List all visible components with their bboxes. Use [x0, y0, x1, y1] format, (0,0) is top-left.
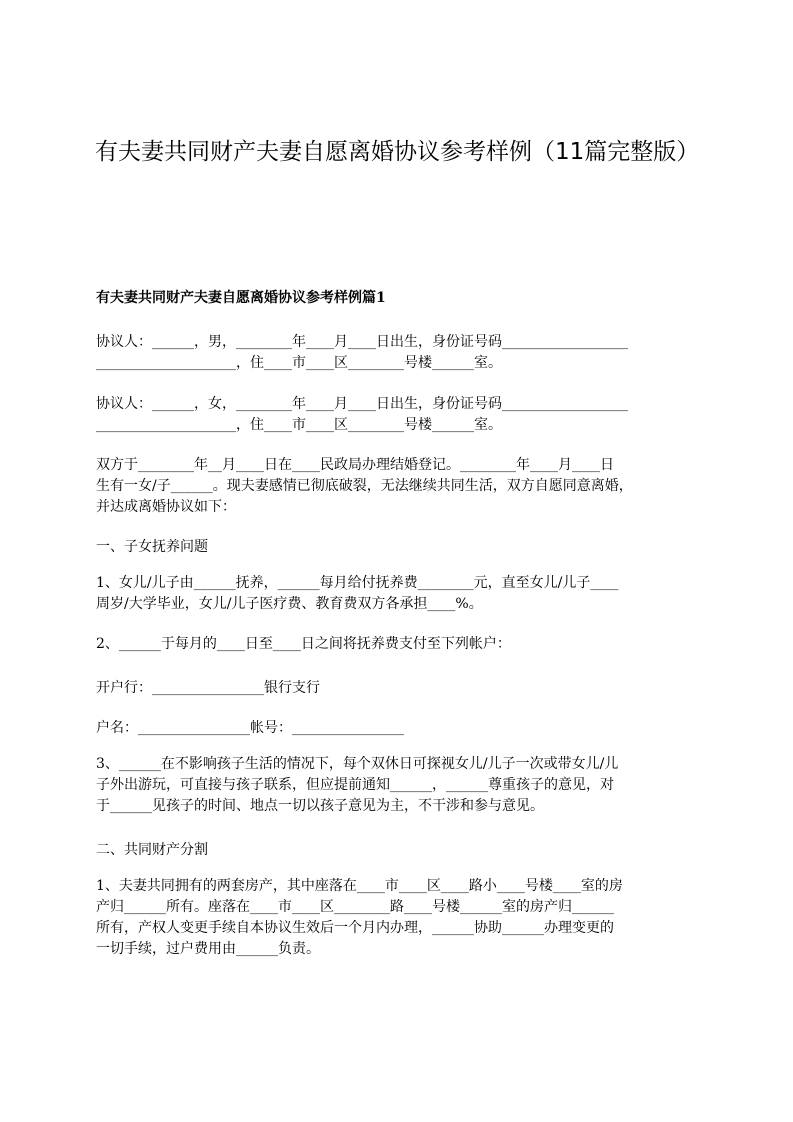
- text-line: 双方于________年__月____日在____民政局办理结婚登记。________年____月____日: [96, 457, 614, 473]
- text-line: 协议人：______，男，________年____月____日出生，身份证号码__________________: [96, 334, 628, 350]
- marriage-paragraph: [96, 455, 706, 518]
- text-line: 周岁/大学毕业，女儿/儿子医疗费、教育费双方各承担____%。: [96, 596, 483, 612]
- heading-property-division: 二、共同财产分割: [96, 842, 208, 858]
- heading-child-custody: 一、子女抚养问题: [96, 539, 208, 555]
- text-line: 1、夫妻共同拥有的两套房产，其中座落在____市____区____路小____号楼____室的房: [96, 878, 623, 894]
- section-title: 有夫妻共同财产夫妻自愿离婚协议参考样例篇1: [96, 290, 386, 306]
- text-line: 并达成离婚协议如下：: [96, 499, 236, 515]
- text-line: ____________________，住____市____区________号楼______室。: [96, 417, 502, 433]
- bank-name-line: 开户行：________________银行支行: [96, 680, 320, 696]
- custody-clause-3: [96, 754, 706, 817]
- text-line: 于______见孩子的时间、地点一切以孩子意见为主，不干涉和参与意见。: [96, 798, 544, 814]
- text-line: 生有一女/子______。现夫妻感情已彻底破裂，无法继续共同生活，双方自愿同意离婚，: [96, 478, 633, 494]
- text-line: 一切手续，过户费用由______负责。: [96, 941, 320, 957]
- document-title: 有夫妻共同财产夫妻自愿离婚协议参考样例（11篇完整版）: [95, 139, 700, 165]
- text-line: 产归______所有。座落在____市____区________路____号楼______室的房产归______: [96, 899, 614, 915]
- text-line: 3、______在不影响孩子生活的情况下，每个双休日可探视女儿/儿子一次或带女儿/儿: [96, 756, 619, 772]
- custody-clause-1: [96, 573, 706, 615]
- text-line: 1、女儿/儿子由______抚养，______每月给付抚养费________元，直至女儿/儿子____: [96, 575, 619, 591]
- custody-clause-2: 2、______于每月的____日至____日之间将抚养费支付至下列帐户：: [96, 636, 511, 652]
- text-line: 子外出游玩，可直接与孩子联系，但应提前通知______，______尊重孩子的意见，对: [96, 777, 614, 793]
- text-line: 协议人：______，女，________年____月____日出生，身份证号码__________________: [96, 396, 628, 412]
- text-line: 所有，产权人变更手续自本协议生效后一个月内办理，______协助______办理变更的: [96, 920, 614, 936]
- party-female-paragraph: [96, 394, 706, 436]
- text-line: ____________________，住____市____区________号楼______室。: [96, 355, 502, 371]
- account-line: 户名：________________帐号：________________: [96, 720, 404, 736]
- party-male-paragraph: [96, 332, 706, 374]
- property-clause-1: [96, 876, 706, 960]
